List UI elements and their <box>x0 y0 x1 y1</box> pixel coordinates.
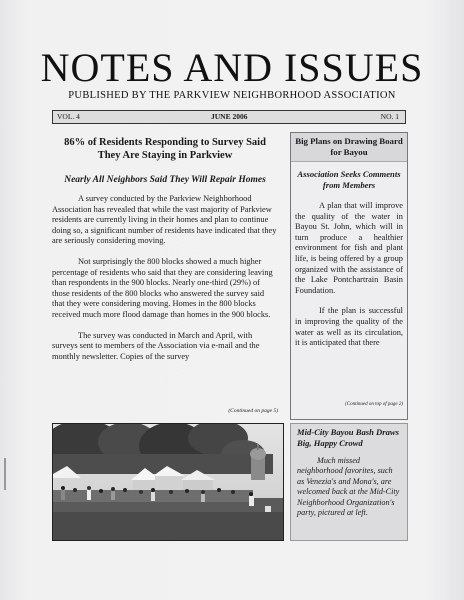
issue-date: JUNE 2006 <box>211 112 248 121</box>
binding-mark <box>4 458 6 490</box>
sidebar-headline: Big Plans on Drawing Board for Bayou <box>291 133 407 162</box>
sidebar-subhead: Association Seeks Comments from Members <box>297 169 401 190</box>
main-headline-line-2: They Are Staying in Parkview <box>97 150 233 161</box>
sidebar-article <box>290 132 408 420</box>
photo-caption-title: Mid-City Bayou Bash Draws Big, Happy Crowd <box>297 427 399 448</box>
main-paragraph-3: The survey was conducted in March and April, with surveys sent to members of the Association via e-mail and the monthly newsletter. Copies of the survey <box>52 330 260 361</box>
main-article <box>52 136 278 372</box>
photo-caption-text: Much missed neighborhood favorites, such as Venezia's and Mona's, are welcomed back at the Mid-City Neighborhood Organization's party, pictured at left. <box>297 456 400 518</box>
sidebar-paragraph-1: A plan that will improve the quality of the water in Bayou St. John, which will in turn produce a healthier environment for fish and plant life, is being offered by a group organized with the assistance of the Lake Pontchartrain Basin Foundation. <box>295 201 403 295</box>
issue-number: NO. 1 <box>380 112 399 121</box>
main-continued-note: (Continued on page 5) <box>228 408 278 414</box>
main-headline-line-1: 86% of Residents Responding to Survey Said <box>64 137 266 148</box>
newsletter-title: NOTES AND ISSUES <box>40 45 424 90</box>
main-paragraph-2: Not surprisingly the 800 blocks showed a much higher percentage of residents who said that they are considering leaving than respondents in the 900 blocks. Nearly one-third (29%) of those residents of the 800 blocks who answered the survey said that they were considering moving. Homes in the 800 blocks received much more flood damage than homes in the 900 blocks. <box>52 256 273 319</box>
sidebar-paragraph-2: If the plan is successful in improving the quality of the water as well as its circulation, it is anticipated that there <box>295 306 403 348</box>
crowd-photo-illustration <box>53 424 283 540</box>
bayou-bash-photo <box>52 423 284 541</box>
sidebar-continued-note: (Continued on top of page 2) <box>345 402 403 407</box>
issue-info-bar <box>52 110 406 124</box>
newsletter-subtitle: PUBLISHED BY THE PARKVIEW NEIGHBORHOOD ASSOCIATION <box>68 90 396 101</box>
main-paragraph-1: A survey conducted by the Parkview Neighborhood Association has revealed that while the vast majority of Parkview residents are currently living in their homes and plan to continue doing so, a significant number of residents have indicated that they are seriously considering moving. <box>52 194 277 246</box>
main-subhead: Nearly All Neighbors Said They Will Repair Homes <box>64 175 266 185</box>
photo-caption-box <box>290 423 408 541</box>
volume-label: VOL. 4 <box>57 112 80 121</box>
main-headline <box>52 136 278 162</box>
